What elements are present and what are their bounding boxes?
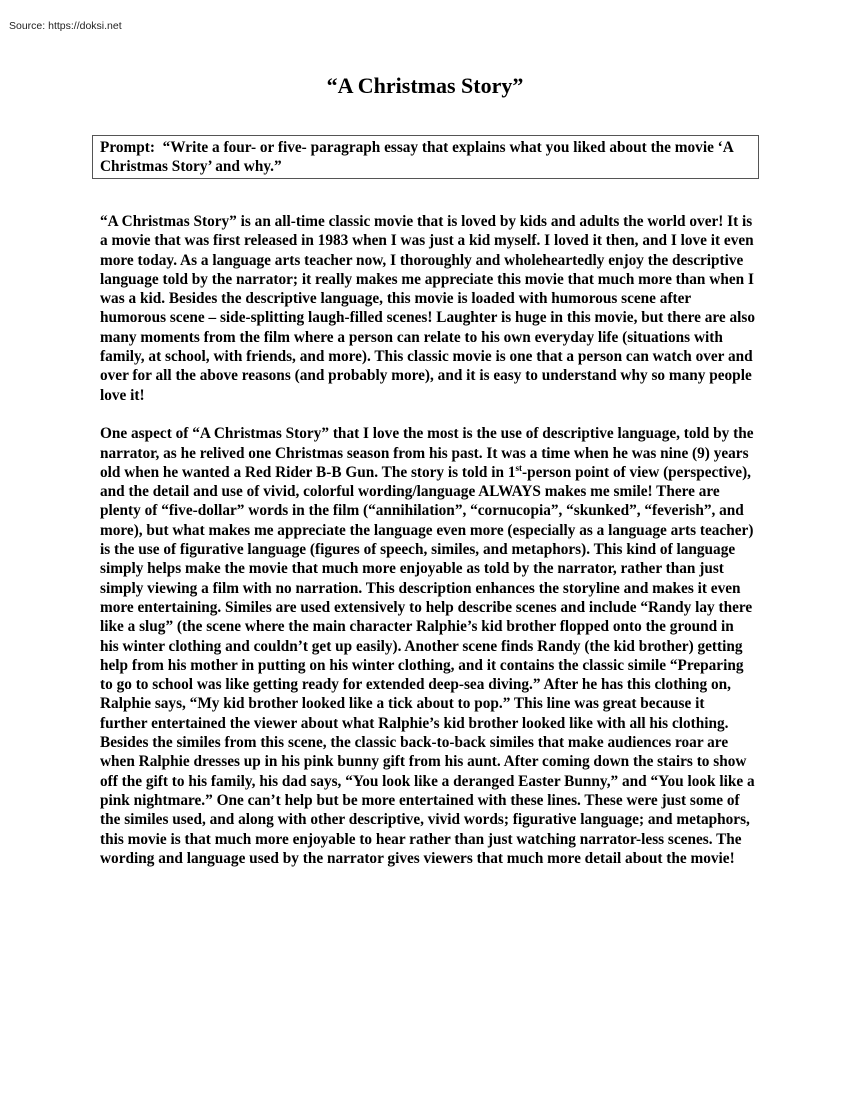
essay-paragraph-1: “A Christmas Story” is an all-time classic movie that is loved by kids and adults the world over! It is a movie that was first released in 1983 when I was just a kid myself. I loved it then, and I love it even more today. As a language arts teacher now, I thoroughly and wholeheartedly enjoy the descriptive language told by the narrator; it really makes me appreciate this movie that much more than when I was a kid. Besides the descriptive language, this movie is loaded with humorous scene after humorous scene – side-splitting laugh-filled scenes! Laughter is huge in this movie, but there are also many moments from the film where a person can relate to his own everyday life (situations with family, at school, with friends, and more). This classic movie is one that a person can watch over and over for all the above reasons (and probably more), and it is easy to understand why so many people love it! [100, 213, 755, 404]
essay-body [100, 212, 755, 887]
ordinal-superscript: st [515, 462, 522, 473]
essay-paragraph-2 [100, 424, 755, 868]
prompt-text: “Write a four- or five- paragraph essay that explains what you liked about the movie ‘A Christmas Story’ and why.” [100, 139, 733, 175]
paragraph-2-text-end: -person point of view (perspective), and the detail and use of vivid, colorful wording/language ALWAYS makes me smile! There are plenty of “five-dollar” words in the film (“annihilation”, “cornucopia”, “skunked”, “feverish”, and more), but what makes me appreciate the language even more (especially as a language arts teacher) is the use of figurative language (figures of speech, similes, and metaphors). This kind of language simply helps make the movie that much more enjoyable as told by the narrator, rather than just simply viewing a film with no narration. This description enhances the storyline and makes it even more entertaining. Similes are used extensively to help describe scenes and include “Randy lay there like a slug” (the scene where the main character Ralphie’s kid brother flopped onto the ground in his winter clothing and couldn’t get up easily). Another scene finds Randy (the kid brother) getting help from his mother in putting on his winter clothing, and it contains the classic simile “Preparing to go to school was like getting ready for extended deep-sea diving.” After he has this clothing on, Ralphie says, “My kid brother looked like a tick about to pop.” This line was great because it further entertained the viewer about what Ralphie’s kid brother looked like with all his clothing. Besides the similes from this scene, the classic back-to-back similes that make audiences roar are when Ralphie dresses up in his pink bunny gift from his aunt. After coming down the stairs to show off the gift to his family, his dad says, “You look like a deranged Easter Bunny,” and “You look like a pink nightmare.” One can’t help but be more entertained with these lines. These were just some of the similes used, and along with other descriptive, vivid words; figurative language; and metaphors, this movie is that much more enjoyable to hear rather than just watching narrator-less scenes. The wording and language used by the narrator gives viewers that much more detail about the movie! [100, 463, 755, 867]
paragraph-2-text-start: One aspect of “A Christmas Story” that I love the most is the use of descriptive language, told by the narrator, as he relived one Christmas season from his past. It was a time when he was nine (9) years old when he wanted a Red Rider B-B Gun. The story is told in 1 [100, 425, 754, 481]
document-title: “A Christmas Story” [326, 73, 524, 98]
source-label: Source: https://doksi.net [9, 20, 122, 32]
prompt-box [92, 135, 759, 179]
prompt-label: Prompt: [100, 139, 155, 156]
